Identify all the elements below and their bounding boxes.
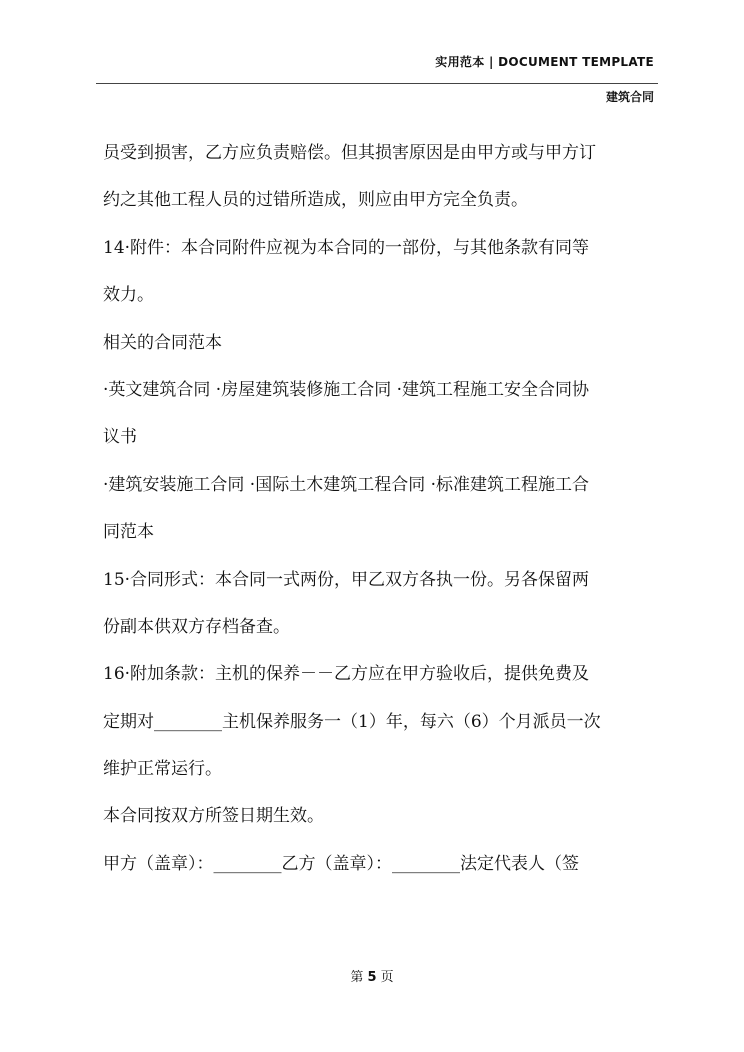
related-templates-heading: 相关的合同范本 [103,332,222,353]
clause-16-line: 16·附加条款：主机的保养－－乙方应在甲方验收后，提供免费及 [103,664,590,685]
text-line: 约之其他工程人员的过错所造成，则应由甲方完全负责。 [103,190,528,211]
effective-date-line: 本合同按双方所签日期生效。 [103,806,324,827]
text-line: 效力。 [103,285,154,306]
page-label-suffix: 页 [380,970,394,985]
page-label-prefix: 第 [350,970,364,985]
signature-line: 甲方（盖章）：________乙方（盖章）：________法定代表人（签 [103,853,579,874]
related-templates-line: ·英文建筑合同 ·房屋建筑装修施工合同 ·建筑工程施工安全合同协 [103,379,590,400]
header-title: 实用范本 | DOCUMENT TEMPLATE [435,55,654,69]
header-divider [96,83,658,84]
clause-15-line: 15·合同形式：本合同一式两份，甲乙双方各执一份。另各保留两 [103,569,590,590]
text-line: 维护正常运行。 [103,759,222,780]
page-number: 5 [367,970,377,985]
text-line: 议书 [103,427,137,448]
header-subtitle: 建筑合同 [605,90,654,104]
page-footer [0,966,744,985]
text-line: 份副本供双方存档备查。 [103,616,290,637]
document-body [103,138,663,896]
text-line: 定期对________主机保养服务一（1）年，每六（6）个月派员一次 [103,711,601,732]
page-header [96,0,658,110]
related-templates-line: ·建筑安装施工合同 ·国际土木建筑工程合同 ·标准建筑工程施工合 [103,474,590,495]
clause-14-line: 14·附件：本合同附件应视为本合同的一部份，与其他条款有同等 [103,237,590,258]
text-line: 员受到损害，乙方应负责赔偿。但其损害原因是由甲方或与甲方订 [103,143,596,163]
text-line: 同范本 [103,522,154,543]
